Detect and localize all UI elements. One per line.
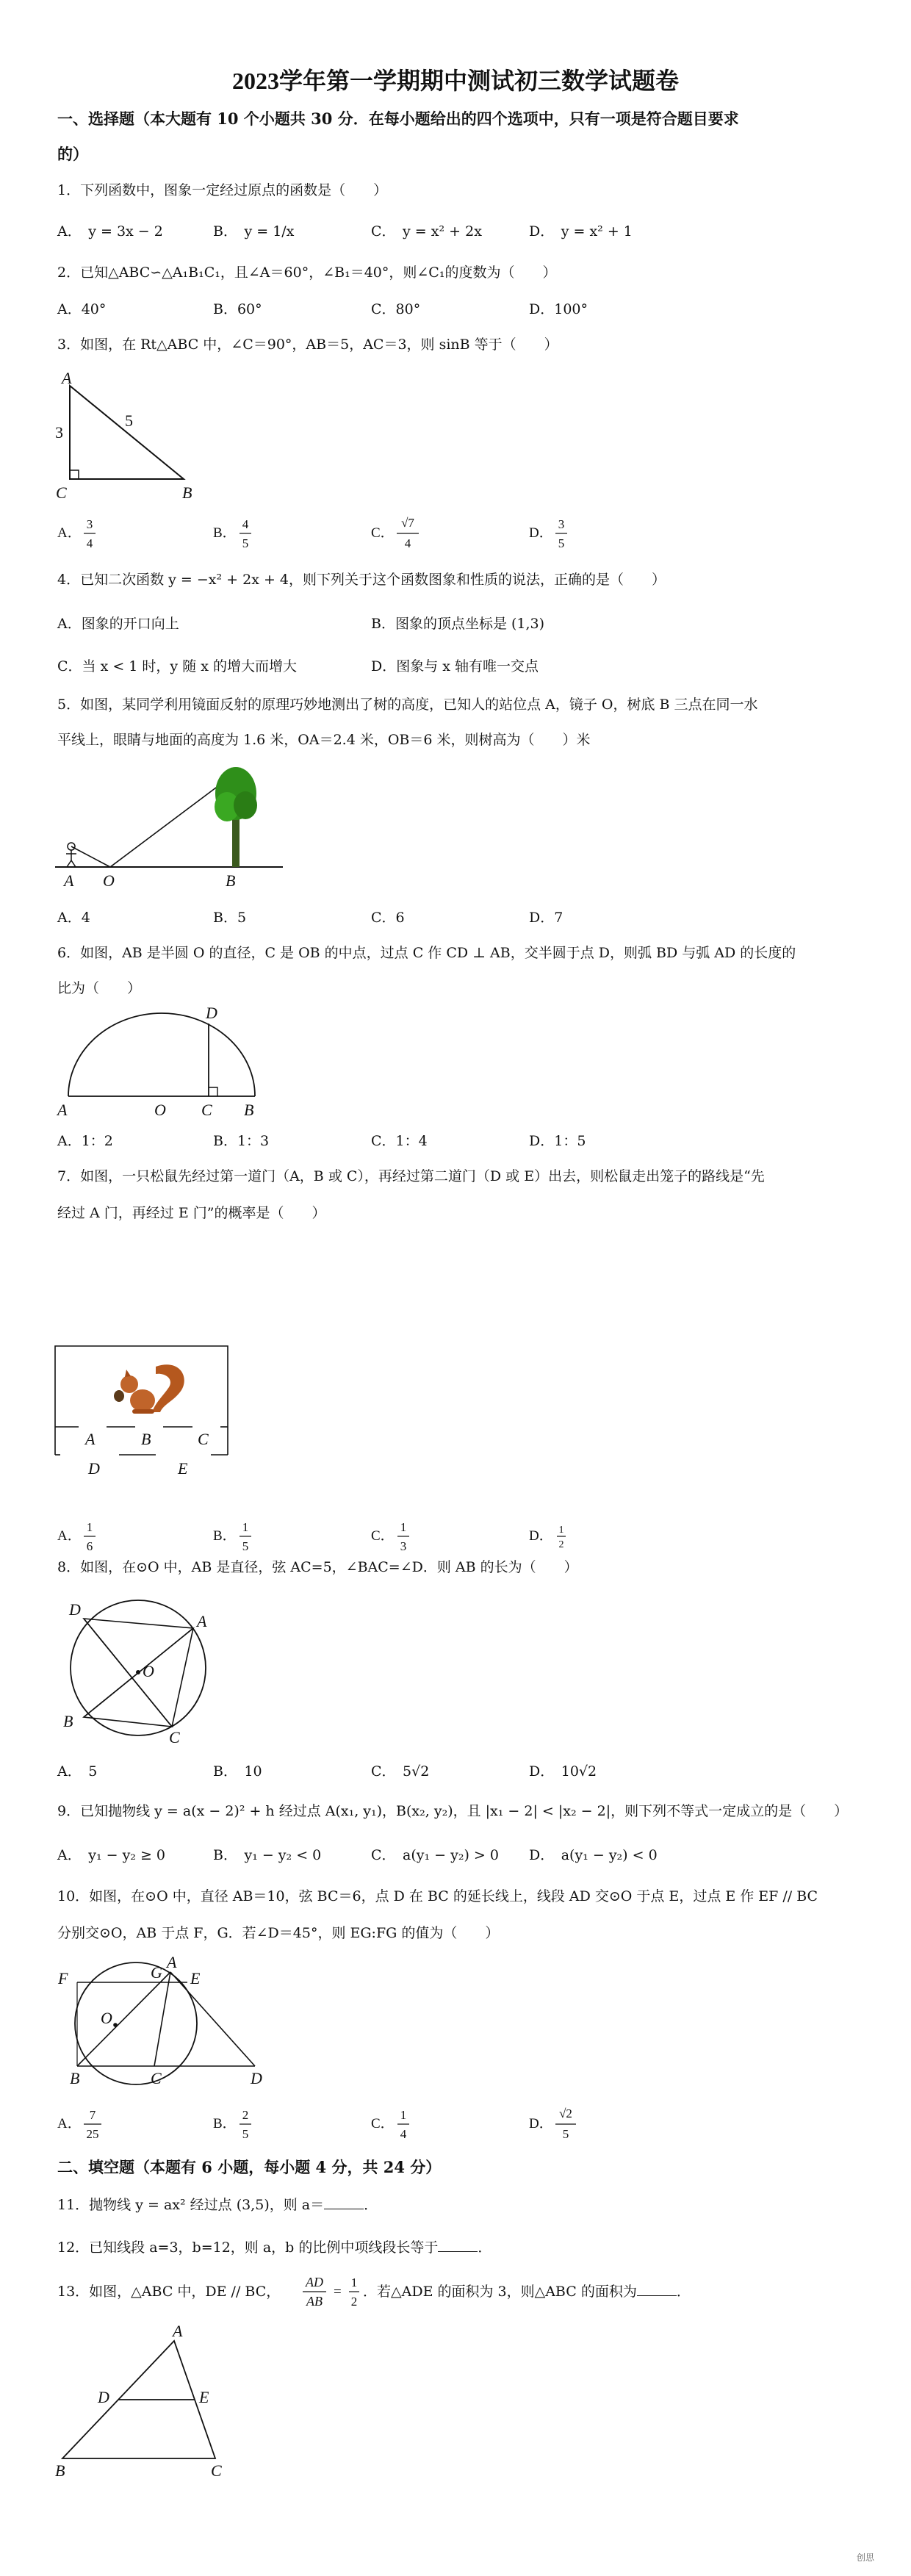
q10-label-a: A [167, 1953, 177, 1971]
q13-equals: = [334, 2284, 342, 2300]
q10-label-c: C [151, 2069, 162, 2087]
q8-option-d[interactable]: D． 10√2 [529, 1763, 597, 1780]
q1-option-d[interactable]: D． y = x² + 1 [529, 223, 633, 240]
q7-option-a[interactable]: A． [57, 1528, 82, 1544]
q3-options [51, 511, 639, 555]
q6-label-a: A [57, 1101, 68, 1119]
q10-stem-line2: 分别交⊙O，AB 于点 F，G．若∠D＝45°，则 EG:FG 的值为（ ） [57, 1925, 500, 1941]
q9-stem: 9．已知抛物线 y = a(x − 2)² + h 经过点 A(x₁, y₁)，B(x₂, y₂)，且 |x₁ − 2| < |x₂ − 2|，则下列不等式一定成立的是（ ） [57, 1803, 849, 1819]
q3-frac-c-den: 4 [404, 536, 411, 550]
q1-option-a[interactable]: A． y = 3x − 2 [57, 223, 163, 240]
q10-label-f: F [58, 1969, 68, 1987]
q7-stem-line2: 经过 A 门，再经过 E 门”的概率是（ ） [57, 1205, 326, 1221]
q8-label-a: A [197, 1612, 207, 1630]
q13-stem-pre: 13．如图，△ABC 中，DE // BC， [57, 2284, 281, 2300]
q6-label-b: B [244, 1101, 254, 1119]
q4-option-b[interactable]: B．图象的顶点坐标是 (1,3) [371, 616, 545, 632]
q6-option-a[interactable]: A．1：2 [57, 1133, 113, 1149]
q6-option-d[interactable]: D．1：5 [529, 1133, 586, 1149]
q13-frac1-num: AD [306, 2275, 323, 2289]
q3-option-a[interactable]: A． [57, 525, 82, 541]
q7-frac-d-num: 1 [558, 1525, 564, 1536]
q13-label-e: E [199, 2388, 209, 2406]
q10-stem-line1: 10．如图，在⊙O 中，直径 AB＝10，弦 BC＝6，点 D 在 BC 的延长线上，线段 AD 交⊙O 于点 E，过点 E 作 EF // BC [57, 1888, 818, 1904]
q7-frac-c-den: 3 [400, 1539, 407, 1553]
q5-option-a[interactable]: A．4 [57, 910, 90, 926]
q3-option-b[interactable]: B． [213, 525, 237, 541]
q6-option-c[interactable]: C．1：4 [371, 1133, 428, 1149]
q3-label-c: C [56, 483, 67, 502]
q4-option-d[interactable]: D．图象与 x 轴有唯一交点 [371, 658, 539, 674]
q3-label-b: B [182, 483, 192, 502]
q7-stem-line1: 7．如图，一只松鼠先经过第一道门（A，B 或 C），再经过第二道门（D 或 E）出去，则松鼠走出笼子的路线是“先 [57, 1168, 765, 1184]
q7-label-b: B [141, 1430, 151, 1448]
q10-label-d: D [251, 2069, 262, 2087]
q13-figure [55, 2322, 246, 2480]
q10-frac-a-den: 25 [86, 2127, 99, 2141]
q9-option-b[interactable]: B． y₁ − y₂ < 0 [213, 1847, 322, 1863]
q5-label-b: B [226, 871, 236, 890]
q10-option-d[interactable]: D． [529, 2116, 553, 2131]
q4-option-c[interactable]: C．当 x < 1 时，y 随 x 的增大而增大 [57, 658, 297, 674]
q8-figure [57, 1594, 219, 1746]
q6-label-o: O [154, 1101, 166, 1119]
q10-option-c[interactable]: C． [371, 2116, 395, 2131]
q7-frac-d-den: 2 [558, 1539, 564, 1550]
q6-label-c: C [201, 1101, 212, 1119]
q10-option-a[interactable]: A． [57, 2116, 82, 2131]
q2-stem: 2．已知△ABC∽△A₁B₁C₁，且∠A＝60°，∠B₁＝40°，则∠C₁的度数为（ ） [57, 265, 557, 281]
page-footer-mark: 创思 [856, 2552, 874, 2563]
q3-frac-b-num: 4 [242, 517, 249, 531]
q9-option-d[interactable]: D． a(y₁ − y₂) < 0 [529, 1847, 658, 1863]
q8-option-b[interactable]: B． 10 [213, 1763, 262, 1780]
q10-frac-c-den: 4 [400, 2127, 407, 2141]
q4-option-a[interactable]: A．图象的开口向上 [57, 616, 179, 632]
q5-option-d[interactable]: D．7 [529, 910, 563, 926]
q10-label-g: G [151, 1963, 162, 1982]
q13-frac2-num: 1 [350, 2275, 358, 2289]
q3-frac-c-num: √7 [401, 516, 414, 530]
q2-option-c[interactable]: C．80° [371, 301, 421, 317]
q10-options [51, 2101, 639, 2145]
q5-label-o: O [103, 871, 115, 890]
q7-frac-a-num: 1 [86, 1520, 93, 1534]
q7-frac-b-den: 5 [242, 1539, 249, 1553]
q1-option-b[interactable]: B． y = 1/x [213, 223, 295, 240]
q3-frac-a-num: 3 [86, 517, 93, 531]
q7-label-d: D [88, 1459, 100, 1478]
q8-stem: 8．如图，在⊙O 中，AB 是直径，弦 AC=5，∠BAC=∠D．则 AB 的长为（ ） [57, 1559, 578, 1575]
q7-option-b[interactable]: B． [213, 1528, 237, 1544]
q3-frac-d-num: 3 [558, 517, 565, 531]
section1-heading-line1: 一、选择题（本大题有 10 个小题共 30 分．在每小题给出的四个选项中，只有一项是符合题目要求 [57, 109, 739, 128]
q8-option-a[interactable]: A． 5 [57, 1763, 98, 1780]
q1-stem: 1．下列函数中，图象一定经过原点的函数是（ ） [57, 182, 388, 198]
tree-icon [215, 767, 257, 867]
q13-text-post: ．若△ADE 的面积为 3，则△ABC 的面积为 [363, 2284, 637, 2300]
q7-label-c: C [198, 1430, 209, 1448]
q3-option-d[interactable]: D． [529, 525, 553, 541]
q12-end-punct: ． [478, 2239, 492, 2256]
q10-figure [55, 1953, 276, 2094]
q7-frac-b-num: 1 [242, 1520, 249, 1534]
q5-label-a: A [64, 871, 74, 890]
q2-option-b[interactable]: B．60° [213, 301, 262, 317]
q4-stem: 4．已知二次函数 y = −x² + 2x + 4，则下列关于这个函数图象和性质的说法，正确的是（ ） [57, 572, 666, 588]
q7-frac-a-den: 6 [86, 1539, 93, 1553]
q3-side-ac: 3 [55, 423, 63, 442]
q3-frac-d-den: 5 [558, 536, 565, 550]
q10-label-o: O [101, 2009, 112, 2027]
q3-stem: 3．如图，在 Rt△ABC 中，∠C＝90°，AB＝5，AC＝3，则 sinB 等于（ ） [57, 337, 558, 353]
q7-label-e: E [178, 1459, 188, 1478]
q13-frac1-den: AB [306, 2294, 323, 2309]
q9-option-c[interactable]: C． a(y₁ − y₂) > 0 [371, 1847, 499, 1863]
q12-text: 12．已知线段 a=3，b=12，则 a，b 的比例中项线段长等于 [57, 2239, 439, 2256]
q13-answer-blank[interactable] [637, 2282, 677, 2296]
q5-stem-line1: 5．如图，某同学利用镜面反射的原理巧妙地测出了树的高度，已知人的站位点 A，镜子 O，树底 B 三点在同一水 [57, 697, 758, 713]
section1-heading-line2: 的） [57, 145, 88, 163]
q7-frac-c-num: 1 [400, 1520, 407, 1534]
q13-label-c: C [211, 2461, 222, 2480]
q8-label-d: D [69, 1600, 81, 1619]
q10-frac-b-den: 5 [242, 2127, 249, 2141]
q3-figure [51, 369, 220, 502]
q11-stem [57, 2195, 378, 2215]
q13-stem-post [363, 2282, 691, 2301]
q13-end-punct: ． [676, 2284, 691, 2300]
q8-option-c[interactable]: C． 5√2 [371, 1763, 430, 1780]
q6-option-b[interactable]: B．1：3 [213, 1133, 270, 1149]
q2-option-d[interactable]: D．100° [529, 301, 588, 317]
q10-frac-c-num: 1 [400, 2108, 407, 2122]
q3-label-a: A [62, 369, 72, 387]
q5-figure [55, 764, 290, 889]
q12-answer-blank[interactable] [438, 2238, 478, 2252]
squirrel-icon [114, 1364, 184, 1414]
q5-option-b[interactable]: B．5 [213, 910, 247, 926]
q6-stem-line1: 6．如图，AB 是半圆 O 的直径，C 是 OB 的中点，过点 C 作 CD ⊥ AB，交半圆于点 D，则弧 BD 与弧 AD 的长度的 [57, 945, 796, 961]
q10-frac-d-num: √2 [559, 2107, 572, 2120]
q8-label-c: C [169, 1728, 180, 1746]
q2-option-a[interactable]: A．40° [57, 301, 107, 317]
q7-option-d[interactable]: D． [529, 1528, 553, 1544]
section2-heading: 二、填空题（本题有 6 小题，每小题 4 分，共 24 分） [57, 2158, 442, 2176]
q6-stem-line2: 比为（ ） [57, 980, 142, 996]
q1-option-c[interactable]: C． y = x² + 2x [371, 223, 482, 240]
q8-label-b: B [63, 1712, 73, 1730]
q13-frac2-den: 2 [350, 2295, 358, 2309]
q7-label-a: A [85, 1430, 96, 1448]
q5-option-c[interactable]: C．6 [371, 910, 405, 926]
q7-option-c[interactable]: C． [371, 1528, 395, 1544]
q3-frac-b-den: 5 [242, 536, 249, 550]
q7-options [51, 1514, 639, 1558]
q11-text: 11．抛物线 y = ax² 经过点 (3,5)，则 a＝ [57, 2197, 325, 2213]
person-icon [66, 843, 76, 867]
q12-stem [57, 2238, 491, 2257]
q13-label-d: D [98, 2388, 109, 2406]
q6-figure [57, 1004, 263, 1119]
q3-side-ab: 5 [125, 411, 133, 430]
q8-label-o: O [143, 1662, 154, 1680]
q6-label-d: D [206, 1004, 217, 1022]
q5-stem-line2: 平线上，眼睛与地面的高度为 1.6 米，OA＝2.4 米，OB＝6 米，则树高为（ ）米 [57, 732, 591, 748]
q10-label-b: B [70, 2069, 80, 2087]
q7-figure [53, 1345, 244, 1492]
q3-option-c[interactable]: C． [371, 525, 395, 541]
q10-label-e: E [190, 1969, 201, 1987]
q10-option-b[interactable]: B． [213, 2116, 237, 2131]
q10-frac-d-den: 5 [562, 2127, 569, 2141]
q3-frac-a-den: 4 [86, 536, 93, 550]
q13-label-b: B [55, 2461, 65, 2480]
q11-end-punct: ． [364, 2197, 378, 2213]
page-title: 2023学年第一学期期中测试初三数学试题卷 [231, 68, 679, 94]
q10-frac-b-num: 2 [242, 2108, 249, 2122]
q11-answer-blank[interactable] [324, 2195, 364, 2209]
q13-label-a: A [173, 2322, 183, 2340]
q9-option-a[interactable]: A． y₁ − y₂ ≥ 0 [57, 1847, 166, 1863]
q10-frac-a-num: 7 [89, 2108, 96, 2122]
